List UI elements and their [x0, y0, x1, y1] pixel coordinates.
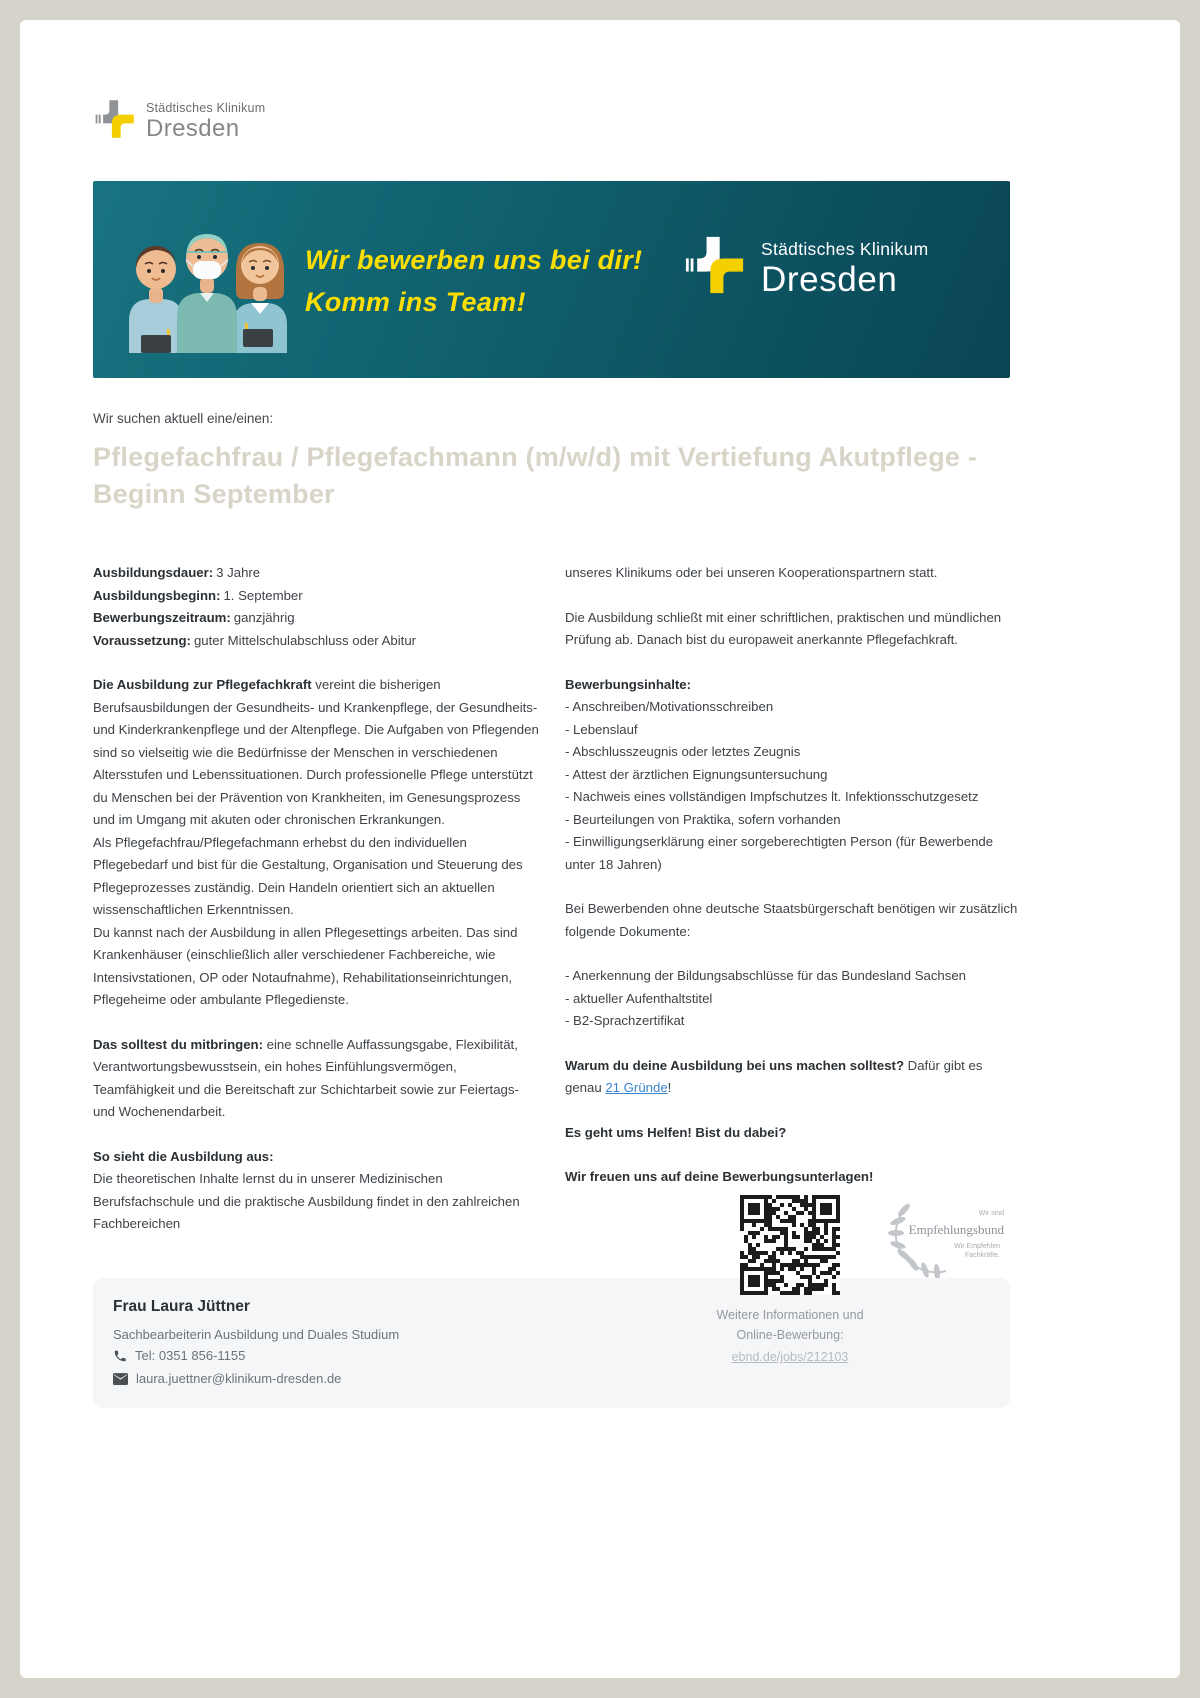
list-item: - Lebenslauf [565, 721, 638, 737]
description-column-right [565, 562, 1019, 1236]
banner-clinic-logo [685, 235, 928, 300]
contact-name: Frau Laura Jüttner [113, 1298, 250, 1315]
banner-cross-icon [685, 235, 745, 300]
qr-link-wrap [640, 1350, 940, 1364]
hero-banner [93, 181, 1010, 378]
illustration-person-right [233, 243, 287, 353]
illustration-person-middle [177, 234, 237, 353]
job-title [93, 439, 1023, 513]
bewerbungsinhalte: Bewerbungsinhalte: - Anschreiben/Motivationsschreiben - Lebenslauf - Abschlusszeugnis oder letztes Zeugnis - Attest der ärztlichen Eignungsuntersuchung - Nachweis eines vollständigen Impfschutzes lt. Infektionsschutzgesetz - Beurteilungen von Praktika, sofern vorhanden - Einwilligungserklärung einer sorgeberechtigten Person (für Bewerbende unter 18 Jahren) [565, 674, 1019, 877]
key-facts [93, 562, 541, 652]
bewerbungsinhalte-list [565, 696, 1019, 876]
empfehlungsbund-badge [880, 1198, 1010, 1283]
list-item: - Beurteilungen von Praktika, sofern vorhanden [565, 811, 841, 827]
medical-team-illustration [115, 207, 300, 358]
fact-row: Bewerbungszeitraum: ganzjährig [93, 610, 295, 625]
job-description [93, 562, 1019, 1236]
laurel-icon [888, 1202, 946, 1278]
description-column-left [93, 562, 541, 1236]
badge-top-text: Wir sind [978, 1210, 1004, 1217]
paragraph-warum: Warum du deine Ausbildung bei uns machen solltest? Dafür gibt es genau 21 Gründe! [565, 1057, 983, 1095]
job-title-line1: Pflegefachfrau / Pflegefachmann (m/w/d) mit Vertiefung Akutpflege - [93, 442, 978, 472]
banner-clinic-name-bottom: Dresden [761, 259, 898, 299]
banner-slogan-line1: Wir bewerben uns bei dir! [305, 245, 643, 275]
list-item: - Nachweis eines vollständigen Impfschutzes lt. Infektionsschutzgesetz [565, 789, 979, 804]
paragraph-pruefung: Die Ausbildung schließt mit einer schriftlichen, praktischen und mündlichen Prüfung ab. Danach bist du europaweit anerkannte Pflegefachkraft. [565, 609, 1002, 647]
list-item: - Attest der ärztlichen Eignungsuntersuchung [565, 766, 828, 782]
paragraph-lead: Das solltest du mitbringen: [93, 1036, 263, 1052]
banner-slogan-line2: Komm ins Team! [305, 287, 526, 317]
badge-sub-text2: Fachkräfte. [964, 1252, 1000, 1259]
clinic-name-top: Städtisches Klinikum [146, 101, 266, 115]
clinic-name-bottom: Dresden [146, 114, 240, 142]
intro-line: Wir suchen aktuell eine/einen: [93, 411, 274, 426]
job-title-line2: Beginn September [93, 479, 335, 509]
paragraph-staatsbuergerschaft: Bei Bewerbenden ohne deutsche Staatsbürgerschaft benötigen wir zusätzlich folgende Dokumente: [565, 901, 1018, 939]
list-item: - Anschreiben/Motivationsschreiben [565, 699, 774, 714]
list-item: - Einwilligungserklärung einer sorgeberechtigten Person (für Bewerbende unter 18 Jahren) [565, 834, 994, 872]
list-item: - Anerkennung der Bildungsabschlüsse für das Bundesland Sachsen [565, 968, 967, 983]
qr-caption: Weitere Informationen und Online-Bewerbung: [716, 1308, 864, 1342]
cta-bewerbung: Wir freuen uns auf deine Bewerbungsunterlagen! [565, 1169, 874, 1184]
paragraph-continuation: unseres Klinikums oder bei unseren Kooperationspartnern statt. [565, 565, 938, 580]
paragraph-ausbildung: Die Ausbildung zur Pflegefachkraft vereint die bisherigen Berufsausbildungen der Gesundheits- und Krankenpflege, der Gesundheits- und Kinderkrankenpflege und der Altenpflege. Die Aufgaben von Pflegenden sind so vielseitig wie die Bedürfnisse der Menschen in verschiedenen Altersstufen und Lebenssituationen. Durch professionelle Pflege unterstützt du Menschen bei der Prävention von Krankheiten, im Genesungsprozess und im Umgang mit akuten oder chronischen Erkrankungen. Als Pflegefachfrau/Pflegefachmann erhebst du den individuellen Pflegebedarf und bist für die Gestaltung, Organisation und Steuerung des Pflegeprozesses zuständig. Dein Handeln orientiert sich an aktuellen wissenschaftlichen Erkenntnissen. Du kannst nach der Ausbildung in allen Pflegesettings arbeiten. Das sind Krankenhäuser (einschließlich aller verschiedener Fachbereiche, wie Intensivstationen, OP oder Notaufnahme), Rehabilitationseinrichtungen, Pflegeheime oder ambulante Pflegedienste. [93, 677, 539, 1007]
list-item: - Abschlusszeugnis oder letztes Zeugnis [565, 744, 801, 759]
fact-row: Ausbildungsbeginn: 1. September [93, 587, 303, 603]
banner-clinic-name-top: Städtisches Klinikum [761, 239, 929, 259]
cta-helfen: Es geht ums Helfen! Bist du dabei? [565, 1124, 787, 1140]
fact-row: Ausbildungsdauer: 3 Jahre [93, 565, 261, 580]
clinic-cross-icon [95, 99, 135, 139]
contact-email[interactable]: laura.juettner@klinikum-dresden.de [113, 1371, 341, 1386]
clinic-logo [95, 99, 265, 141]
phone-icon [113, 1349, 127, 1363]
contact-phone[interactable]: Tel: 0351 856-1155 [113, 1348, 245, 1363]
banner-slogan [305, 239, 642, 323]
online-application-link[interactable]: ebnd.de/jobs/212103 [731, 1350, 849, 1364]
21-gruende-link[interactable]: 21 Gründe [605, 1080, 668, 1095]
badge-sub-text1: Wir Empfehlen [954, 1243, 1000, 1250]
dokumente-list [565, 965, 1019, 1033]
list-item: - aktueller Aufenthaltstitel [565, 990, 713, 1006]
contact-role: Sachbearbeiterin Ausbildung und Duales Studium [113, 1327, 400, 1342]
paragraph-ablauf: So sieht die Ausbildung aus: Die theoretischen Inhalte lernst du in unserer Medizinischen Berufsfachschule und die praktische Ausbildung findet in den zahlreichen Fachbereichen [93, 1148, 520, 1231]
fact-row: Voraussetzung: guter Mittelschulabschluss oder Abitur [93, 632, 417, 648]
list-item: - B2-Sprachzertifikat [565, 1013, 685, 1028]
qr-code [740, 1195, 840, 1295]
mail-icon [113, 1373, 128, 1385]
illustration-person-left [129, 246, 183, 353]
paragraph-lead: Die Ausbildung zur Pflegefachkraft [93, 677, 312, 692]
paragraph-mitbringen: Das solltest du mitbringen: eine schnelle Auffassungsgabe, Flexibilität, Verantwortungsbewusstsein, ein hohes Einfühlungsvermögen, Teamfähigkeit und die Bereitschaft zur Schichtarbeit sowie zur Feiertags- und Wochenendarbeit. [93, 1036, 519, 1119]
badge-main-text: Empfehlungsbund [908, 1222, 1004, 1237]
